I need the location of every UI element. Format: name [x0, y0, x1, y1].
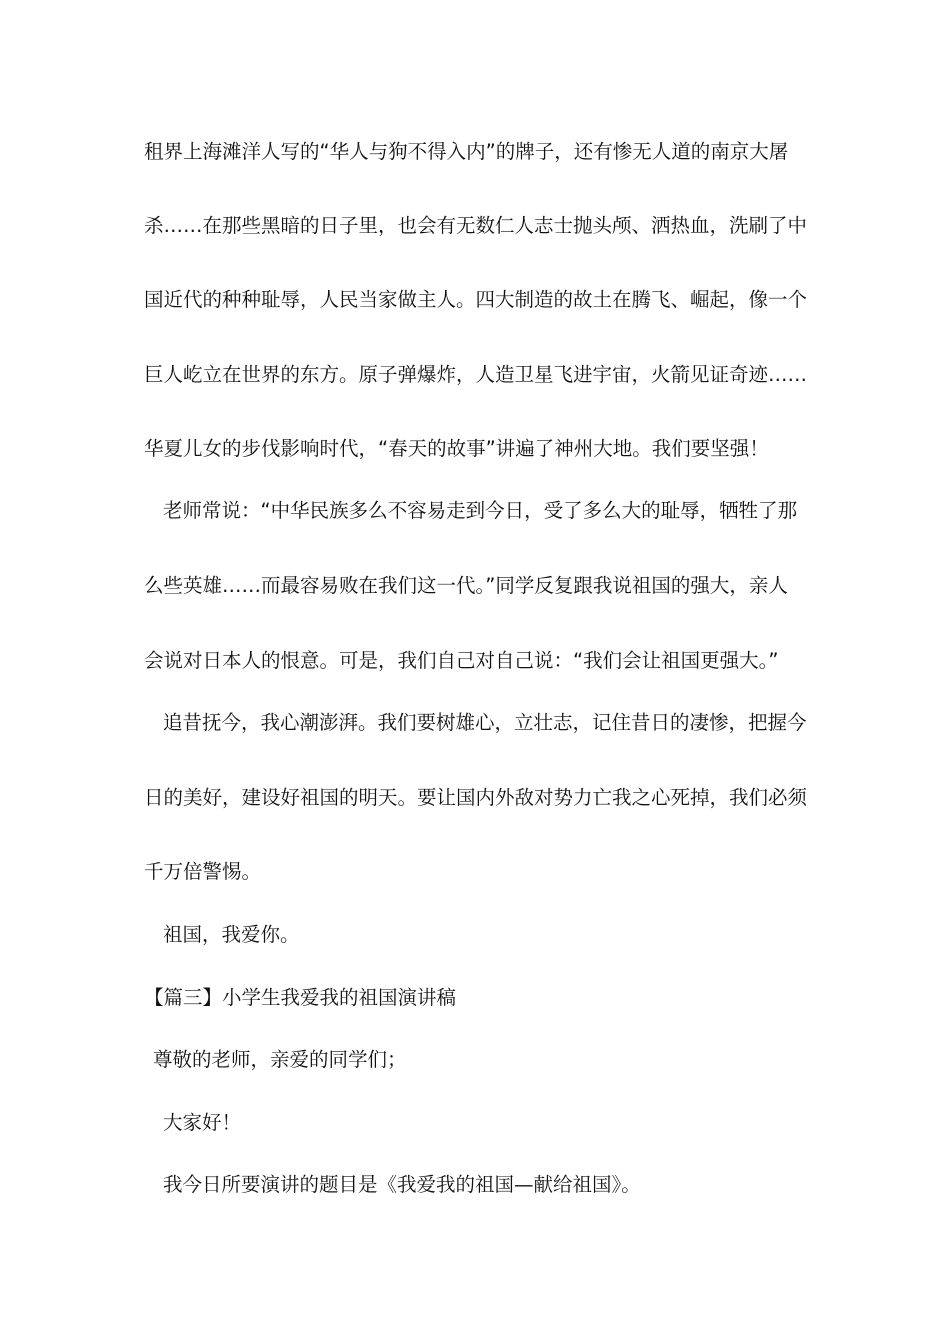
- paragraph-line: 租界上海滩洋人写的“华人与狗不得入内”的牌子，还有惨无人道的南京大屠: [144, 140, 789, 163]
- paragraph-line: 会说对日本人的恨意。可是，我们自己对自己说：“我们会让祖国更强大。”: [144, 649, 779, 672]
- paragraph-line: 巨人屹立在世界的东方。原子弹爆炸，人造卫星飞进宇宙，火箭见证奇迹……: [144, 363, 808, 386]
- salutation: 尊敬的老师，亲爱的同学们；: [153, 1048, 407, 1071]
- paragraph-line: 日的美好，建设好祖国的明天。要让国内外敌对势力亡我之心死掉，我们必须: [144, 786, 808, 809]
- paragraph-line: 祖国，我爱你。: [163, 923, 300, 946]
- paragraph-line: 么些英雄……而最容易败在我们这一代。”同学反复跟我说祖国的强大，亲人: [144, 574, 788, 597]
- paragraph-line: 千万倍警惕。: [144, 860, 262, 883]
- paragraph-line: 追昔抚今，我心潮澎湃。我们要树雄心，立壮志，记住昔日的凄惨，把握今: [163, 711, 807, 734]
- paragraph-line: 老师常说：“中华民族多么不容易走到今日，受了多么大的耻辱，牺牲了那: [163, 499, 798, 522]
- speech-intro: 我今日所要演讲的题目是《我爱我的祖国—献给祖国》。: [163, 1173, 641, 1196]
- paragraph-line: 杀……在那些黑暗的日子里，也会有无数仁人志士抛头颅、洒热血，洗刷了中: [144, 214, 808, 237]
- greeting: 大家好！: [163, 1111, 242, 1134]
- paragraph-line: 华夏儿女的步伐影响时代，“春天的故事”讲遍了神州大地。我们要坚强！: [144, 437, 769, 460]
- paragraph-line: 国近代的种种耻辱，人民当家做主人。四大制造的故土在腾飞、崛起，像一个: [144, 288, 808, 311]
- section-heading: 【篇三】小学生我爱我的祖国演讲稿: [144, 986, 457, 1009]
